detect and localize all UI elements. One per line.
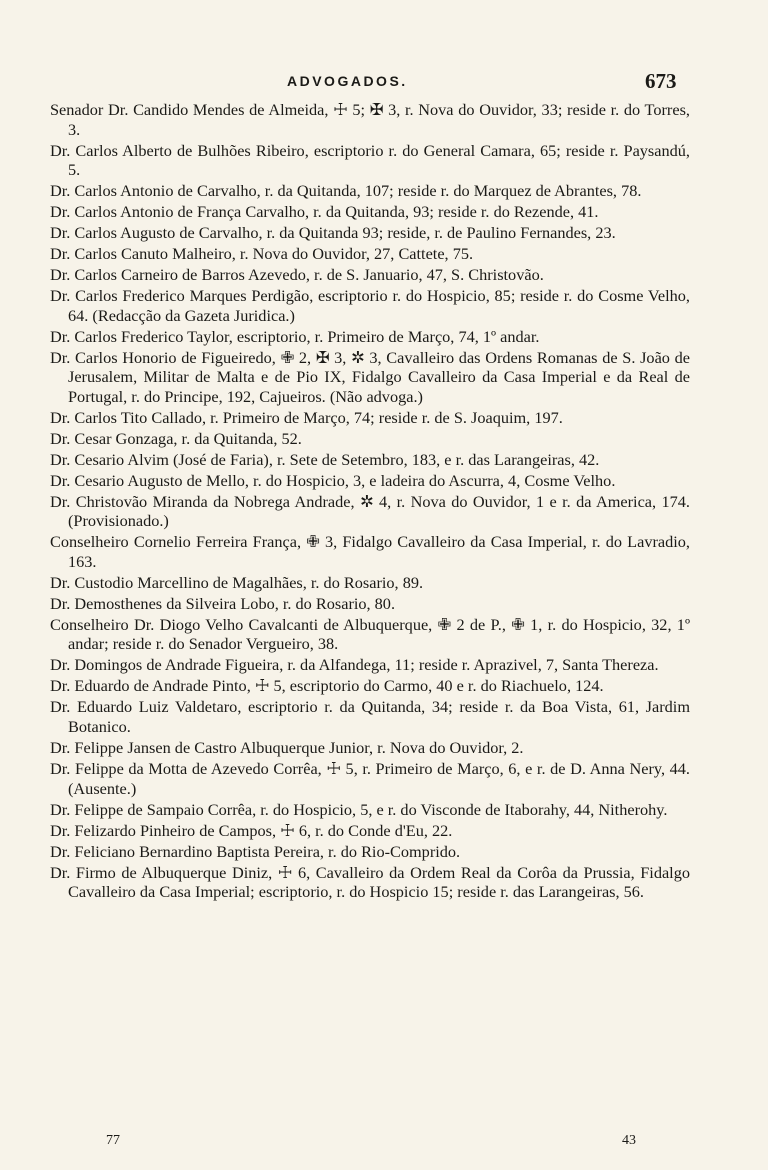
directory-entry: Conselheiro Dr. Diogo Velho Cavalcanti de Albuquerque, ✙ 2 de P., ✙ 1, r. do Hospicio, 32, 1º andar; reside r. do Senador Vergueiro, 38. <box>50 614 690 654</box>
directory-entry: Dr. Felizardo Pinheiro de Campos, ☩ 6, r. do Conde d'Eu, 22. <box>50 820 453 840</box>
directory-entry: Dr. Carlos Antonio de França Carvalho, r. da Quitanda, 93; reside r. do Rezende, 41. <box>50 202 599 222</box>
running-title: ADVOGADOS. <box>287 73 408 89</box>
directory-entry: Dr. Demosthenes da Silveira Lobo, r. do Rosario, 80. <box>50 593 396 613</box>
directory-entry: Senador Dr. Candido Mendes de Almeida, ☩ 5; ✠ 3, r. Nova do Ouvidor, 33; reside r. do Torres, 3. <box>50 100 690 139</box>
directory-entry: Dr. Eduardo de Andrade Pinto, ☩ 5, escriptorio do Carmo, 40 e r. do Riachuelo, 124. <box>50 676 604 696</box>
directory-entry: Dr. Felippe de Sampaio Corrêa, r. do Hospicio, 5, e r. do Visconde de Itaborahy, 44, Nitherohy. <box>50 799 668 819</box>
directory-entry: Dr. Cesario Alvim (José de Faria), r. Sete de Setembro, 183, e r. das Larangeiras, 42. <box>50 449 600 469</box>
directory-entry: Dr. Carlos Alberto de Bulhões Ribeiro, escriptorio r. do General Camara, 65; reside r. Paysandú, 5. <box>50 140 690 180</box>
directory-entry: Conselheiro Cornelio Ferreira França, ✙ 3, Fidalgo Cavalleiro da Casa Imperial, r. do Lavradio, 163. <box>50 532 690 571</box>
directory-entry: Dr. Carlos Tito Callado, r. Primeiro de Março, 74; reside r. de S. Joaquim, 197. <box>50 407 563 427</box>
page-number: 673 <box>645 69 677 93</box>
page-header <box>0 69 768 101</box>
directory-entry: Dr. Cesar Gonzaga, r. da Quitanda, 52. <box>50 428 302 448</box>
directory-entry: Dr. Carlos Antonio de Carvalho, r. da Quitanda, 107; reside r. do Marquez de Abrantes, 78. <box>50 181 642 201</box>
directory-entry: Dr. Firmo de Albuquerque Diniz, ☩ 6, Cavalleiro da Ordem Real da Corôa da Prussia, Fidalgo Cavalleiro da Casa Imperial; escriptorio, r. do Hospicio 15; reside r. das Larangeiras, 56. <box>50 862 690 902</box>
directory-entry: Dr. Feliciano Bernardino Baptista Pereira, r. do Rio-Comprido. <box>50 841 461 861</box>
directory-entry: Dr. Carlos Frederico Marques Perdigão, escriptorio r. do Hospicio, 85; reside r. do Cosme Velho, 64. (Redacção da Gazeta Juridica.) <box>50 286 690 325</box>
page-footer <box>0 1133 768 1153</box>
directory-entry: Dr. Cesario Augusto de Mello, r. do Hospicio, 3, e ladeira do Ascurra, 4, Cosme Velho. <box>50 470 616 490</box>
directory-entry: Dr. Carlos Carneiro de Barros Azevedo, r. de S. Januario, 47, S. Christovão. <box>50 265 544 285</box>
directory-entry: Dr. Felippe da Motta de Azevedo Corrêa, ☩ 5, r. Primeiro de Março, 6, e r. de D. Anna Nery, 44. (Ausente.) <box>50 758 690 798</box>
directory-entry: Dr. Carlos Canuto Malheiro, r. Nova do Ouvidor, 27, Cattete, 75. <box>50 244 474 264</box>
directory-entry: Dr. Carlos Honorio de Figueiredo, ✙ 2, ✠ 3, ✲ 3, Cavalleiro das Ordens Romanas de S. João de Jerusalem, Militar de Malta e de Pio IX, Fidalgo Cavalleiro da Casa Imperial e da Real de Portugal, r. do Principe, 192, Cajueiros. (Não advoga.) <box>50 347 690 406</box>
directory-entry: Dr. Eduardo Luiz Valdetaro, escriptorio r. da Quitanda, 34; reside r. da Boa Vista, 61, Jardim Botanico. <box>50 697 690 737</box>
directory-entry: Dr. Custodio Marcellino de Magalhães, r. do Rosario, 89. <box>50 572 424 592</box>
advogados-list <box>50 100 690 902</box>
directory-entry: Dr. Carlos Frederico Taylor, escriptorio, r. Primeiro de Março, 74, 1º andar. <box>50 326 540 346</box>
directory-entry: Dr. Felippe Jansen de Castro Albuquerque Junior, r. Nova do Ouvidor, 2. <box>50 738 524 757</box>
directory-entry: Dr. Carlos Augusto de Carvalho, r. da Quitanda 93; reside, r. de Paulino Fernandes, 23. <box>50 223 616 243</box>
signature-mark-right: 43 <box>622 1133 636 1148</box>
signature-mark-left: 77 <box>106 1133 120 1148</box>
directory-entry: Dr. Domingos de Andrade Figueira, r. da Alfandega, 11; reside r. Aprazivel, 7, Santa Thereza. <box>50 655 659 675</box>
directory-entry: Dr. Christovão Miranda da Nobrega Andrade, ✲ 4, r. Nova do Ouvidor, 1 e r. da America, 174. (Provisionado.) <box>50 491 690 531</box>
